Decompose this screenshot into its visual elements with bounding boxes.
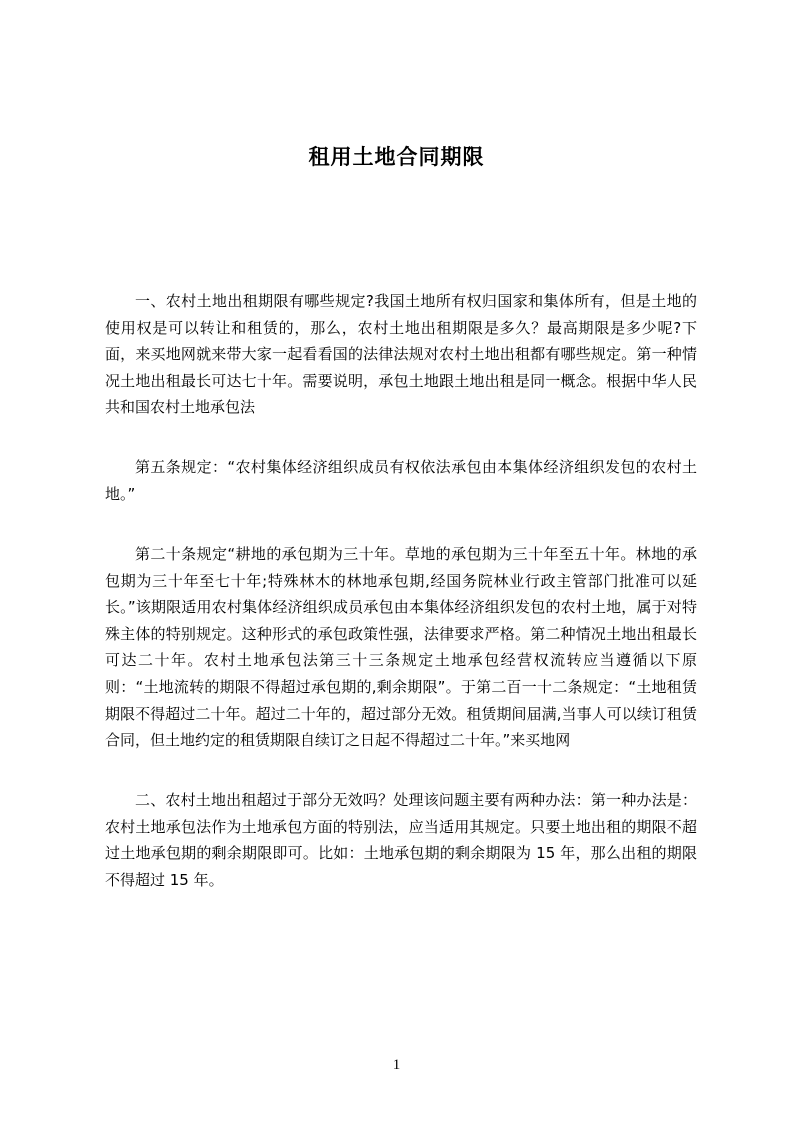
page-title: 租用土地合同期限 (308, 145, 485, 169)
paragraph-3: 第二十条规定“耕地的承包期为三十年。草地的承包期为三十年至五十年。林地的承包期为三十年至七十年;特殊林木的林地承包期,经国务院林业行政主管部门批准可以延长。”该期限适用农村集体经济组织成员承包由本集体经济组织发包的农村土地，属于对特殊主体的特别规定。这种形式的承包政策性强，法律要求严格。第二种情况土地出租最长可达二十年。农村土地承包法第三十三条规定土地承包经营权流转应当遵循以下原则：“土地流转的期限不得超过承包期的,剩余期限”。于第二百一十二条规定：“土地租赁期限不得超过二十年。超过二十年的，超过部分无效。租赁期间届满,当事人可以续订租赁合同，但土地约定的租赁期限自续订之日起不得超过二十年。”来买地网 (105, 544, 697, 750)
page-number: 1 (392, 1057, 401, 1073)
paragraph-2: 第五条规定：“农村集体经济组织成员有权依法承包由本集体经济组织发包的农村土地。” (105, 458, 697, 503)
paragraph-4: 二、农村土地出租超过于部分无效吗？处理该问题主要有两种办法：第一种办法是：农村土地承包法作为土地承包方面的特别法，应当适用其规定。只要土地出租的期限不超过土地承包期的剩余期限即可。比如：土地承包期的剩余期限为 15 年，那么出租的期限不得超过 15 年。 (105, 791, 697, 889)
document-body (105, 288, 697, 893)
paragraph-1: 一、农村土地出租期限有哪些规定?我国土地所有权归国家和集体所有，但是土地的使用权是可以转让和租赁的，那么，农村土地出租期限是多久？最高期限是多少呢?下面，来买地网就来带大家一起看看国的法律法规对农村土地出租都有哪些规定。第一种情况土地出租最长可达七十年。需要说明，承包土地跟土地出租是同一概念。根据中华人民共和国农村土地承包法 (105, 292, 697, 417)
